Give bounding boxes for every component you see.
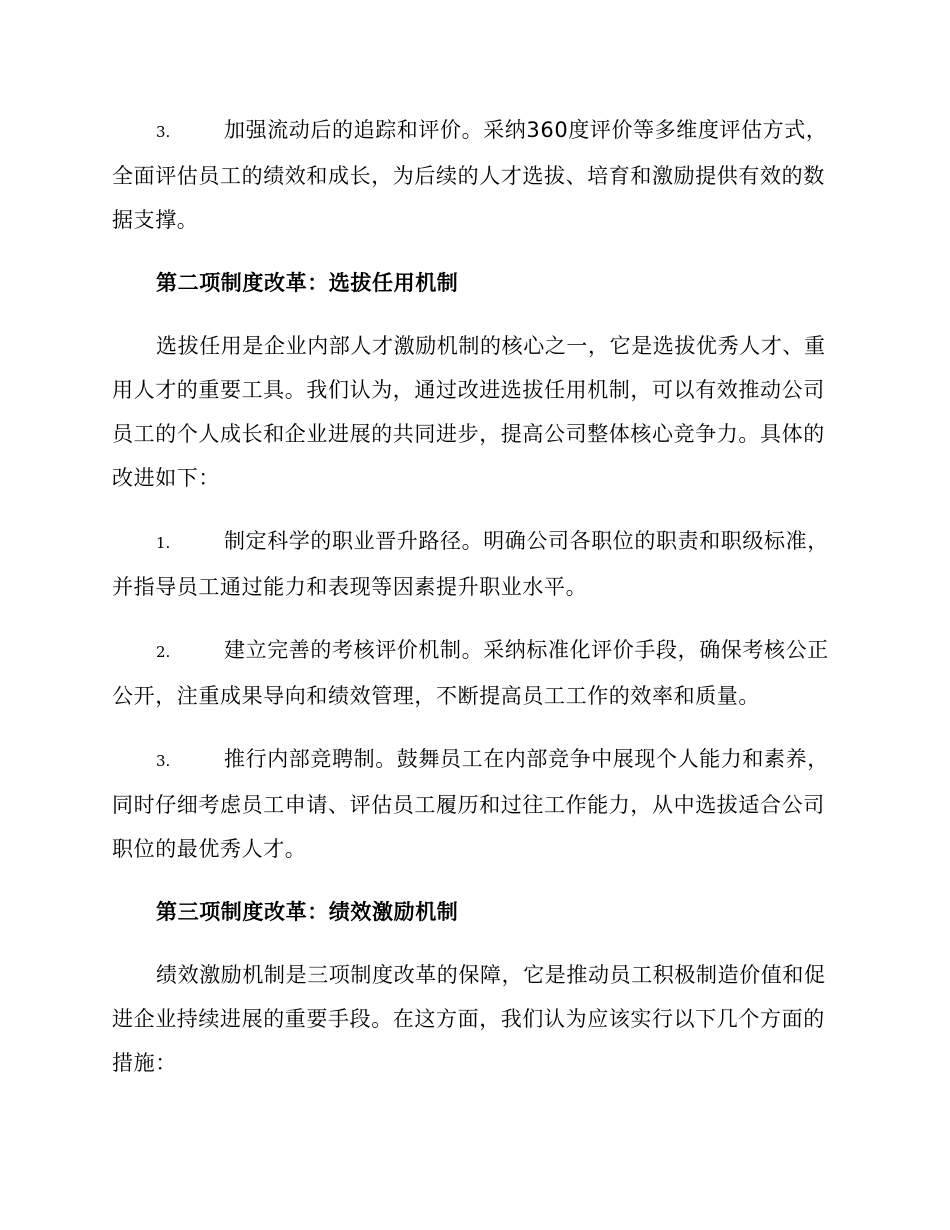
paragraph-performance-intro: 绩效激励机制是三项制度改革的保障，它是推动员工积极制造价值和促进企业持续进展的重要手段。在这方面，我们认为应该实行以下几个方面的措施： xyxy=(112,963,826,1075)
list-item-3-internal-recruit xyxy=(112,737,837,871)
list-number: 2. xyxy=(156,643,171,661)
list-number: 3. xyxy=(156,752,171,770)
section-heading-selection: 第二项制度改革：选拔任用机制 xyxy=(156,271,459,295)
list-item-2-evaluation xyxy=(112,628,837,718)
section-heading-performance: 第三项制度改革：绩效激励机制 xyxy=(156,900,459,924)
list-item-text: 加强流动后的追踪和评价。采纳360度评价等多维度评估方式，全面评估员工的绩效和成长，为后续的人才选拔、培育和激励提供有效的数据支撑。 xyxy=(112,118,828,232)
document-body xyxy=(112,108,837,1085)
list-item-1-career-path xyxy=(112,519,837,609)
paragraph-selection-intro: 选拔任用是企业内部人才激励机制的核心之一，它是选拔优秀人才、重用人才的重要工具。我们认为，通过改进选拔任用机制，可以有效推动公司员工的个人成长和企业进展的共同进步，提高公司整体核心竞争力。具体的改进如下： xyxy=(112,334,826,490)
list-item-text: 制定科学的职业晋升路径。明确公司各职位的职责和职级标准，并指导员工通过能力和表现等因素提升职业水平。 xyxy=(112,529,829,599)
list-item-text: 建立完善的考核评价机制。采纳标准化评价手段，确保考核公正公开，注重成果导向和绩效管理，不断提高员工工作的效率和质量。 xyxy=(112,638,829,708)
list-number: 3. xyxy=(156,123,171,141)
list-item-text: 推行内部竞聘制。鼓舞员工在内部竞争中展现个人能力和素养，同时仔细考虑员工申请、评估员工履历和过往工作能力，从中选拔适合公司职位的最优秀人才。 xyxy=(112,747,829,861)
list-item-3-tracking xyxy=(112,108,837,242)
list-number: 1. xyxy=(156,534,171,552)
